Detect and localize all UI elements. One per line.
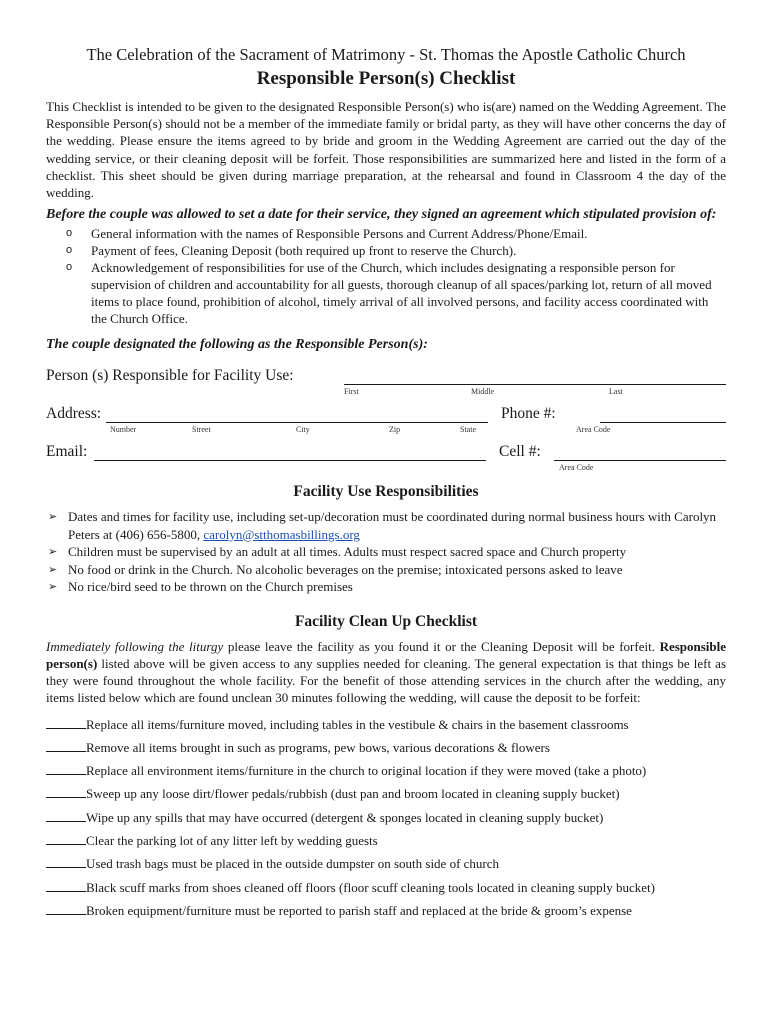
circle-bullet-icon: o	[66, 244, 73, 257]
checklist-item: Used trash bags must be placed in the outside dumpster on south side of church	[46, 852, 726, 875]
circle-bullet-icon: o	[66, 261, 73, 274]
checklist-blank[interactable]	[46, 854, 86, 868]
cleanup-checklist	[46, 713, 726, 923]
document-subtitle: The Celebration of the Sacrament of Matrimony - St. Thomas the Apostle Catholic Church	[86, 45, 686, 64]
person-field-row	[46, 366, 726, 404]
cell-label: Cell #:	[499, 443, 541, 461]
checklist-item: Replace all items/furniture moved, including tables in the vestibule & chairs in the basement classrooms	[46, 713, 726, 736]
address-label: Address:	[46, 405, 102, 423]
checklist-item: Remove all items brought in such as programs, pew bows, various decorations & flowers	[46, 736, 726, 759]
document-title: Responsible Person(s) Checklist	[256, 68, 516, 89]
list-item: o Acknowledgement of responsibilities for use of the Church, which includes designating a responsible person for supervision of children and accountability for all guests, thorough cleanup of all spaces/parking lot, return of all moved items to place found, prohibition of alcohol, timely arrival of all involved persons, and facility access coordinated with the Church Office.	[66, 260, 712, 327]
email-link[interactable]: carolyn@stthomasbillings.org	[203, 526, 360, 542]
list-item: ➢ No food or drink in the Church. No alcoholic beverages on the premise; intoxicated persons asked to leave	[48, 561, 623, 577]
checklist-blank[interactable]	[46, 715, 86, 729]
list-item: o General information with the names of Responsible Persons and Current Address/Phone/Email.	[66, 226, 588, 242]
zip-sublabel: Zip	[389, 425, 401, 435]
agreement-list	[46, 225, 726, 327]
address-field-row	[46, 404, 726, 442]
agreement-heading: Before the couple was allowed to set a date for their service, they signed an agreement which stipulated provision of:	[46, 207, 717, 223]
number-sublabel: Number	[110, 425, 137, 435]
cleanup-title: Facility Clean Up Checklist	[294, 612, 478, 630]
checklist-blank[interactable]	[46, 761, 86, 775]
facility-use-list	[46, 508, 726, 596]
checklist-item: Broken equipment/furniture must be reported to parish staff and replaced at the bride & groom’s expense	[46, 899, 726, 922]
email-field-row	[46, 442, 726, 480]
state-sublabel: State	[460, 425, 476, 435]
email-input-line[interactable]	[94, 459, 486, 461]
arrow-bullet-icon: ➢	[48, 545, 58, 559]
list-item: ➢ Dates and times for facility use, including set-up/decoration must be coordinated during normal business hours with Carolyn Peters at (406) 656-5800, carolyn@stthomasbillings.org	[48, 509, 717, 542]
cleanup-intro-paragraph: Immediately following the liturgy please leave the facility as you found it or the Cleaning Deposit will be forfeit. Responsible person(s) listed above will be given access to any supplies needed for cleaning. The general expectation is that things be left as they were found throughout the whole facility. For the benefit of those attending services in the church after the wedding, any items listed below which are found unclean 30 minutes following the wedding, will cause the deposit to be forfeit:	[46, 638, 727, 706]
intro-paragraph: This Checklist is intended to be given to the designated Responsible Person(s) who is(are) named on the Wedding Agreement. The Responsible Person(s) should not be a member of the immediate family or bridal party, as they will have other concerns the day of the wedding. Please ensure the items agreed to by bride and groom in the Wedding Agreement are carried out the day of the wedding service, or their cleaning deposit will be forfeit. Those responsibilities are summarized here and listed in the form of a checklist. This sheet should be given during marriage preparation, at the rehearsal and found in Classroom 4 the day of the wedding.	[46, 99, 726, 201]
cell-area-code-sublabel: Area Code	[559, 463, 594, 473]
person-input-line[interactable]	[344, 383, 726, 385]
facility-use-title: Facility Use Responsibilities	[293, 483, 479, 501]
checklist-item: Clear the parking lot of any litter left by wedding guests	[46, 829, 726, 852]
city-sublabel: City	[296, 425, 310, 435]
document-page	[46, 44, 726, 922]
phone-input-line[interactable]	[600, 421, 726, 423]
checklist-blank[interactable]	[46, 808, 86, 822]
checklist-blank[interactable]	[46, 831, 86, 845]
checklist-item: Black scuff marks from shoes cleaned off floors (floor scuff cleaning tools located in cleaning supply bucket)	[46, 876, 726, 899]
designated-heading: The couple designated the following as the Responsible Person(s):	[46, 337, 428, 353]
checklist-blank[interactable]	[46, 878, 86, 892]
checklist-blank[interactable]	[46, 784, 86, 798]
checklist-blank[interactable]	[46, 738, 86, 752]
checklist-item: Sweep up any loose dirt/flower pedals/rubbish (dust pan and broom located in cleaning supply bucket)	[46, 782, 726, 805]
arrow-bullet-icon: ➢	[48, 562, 58, 576]
address-input-line[interactable]	[106, 421, 488, 423]
cell-input-line[interactable]	[554, 459, 726, 461]
phone-area-code-sublabel: Area Code	[576, 425, 611, 435]
arrow-bullet-icon: ➢	[48, 510, 58, 524]
person-label: Person (s) Responsible for Facility Use:	[46, 367, 294, 385]
list-item: ➢ Children must be supervised by an adult at all times. Adults must respect sacred space and Church property	[48, 544, 627, 560]
checklist-item: Replace all environment items/furniture in the church to original location if they were moved (take a photo)	[46, 759, 726, 782]
circle-bullet-icon: o	[66, 227, 73, 240]
checklist-blank[interactable]	[46, 901, 86, 915]
checklist-item: Wipe up any spills that may have occurred (detergent & sponges located in cleaning supply bucket)	[46, 806, 726, 829]
last-sublabel: Last	[609, 387, 623, 397]
phone-label: Phone #:	[501, 405, 556, 423]
first-sublabel: First	[344, 387, 359, 397]
middle-sublabel: Middle	[471, 387, 495, 397]
list-item: ➢ No rice/bird seed to be thrown on the Church premises	[48, 579, 353, 595]
list-item: o Payment of fees, Cleaning Deposit (both required up front to reserve the Church).	[66, 243, 517, 259]
street-sublabel: Street	[192, 425, 211, 435]
arrow-bullet-icon: ➢	[48, 580, 58, 594]
email-label: Email:	[46, 443, 88, 461]
